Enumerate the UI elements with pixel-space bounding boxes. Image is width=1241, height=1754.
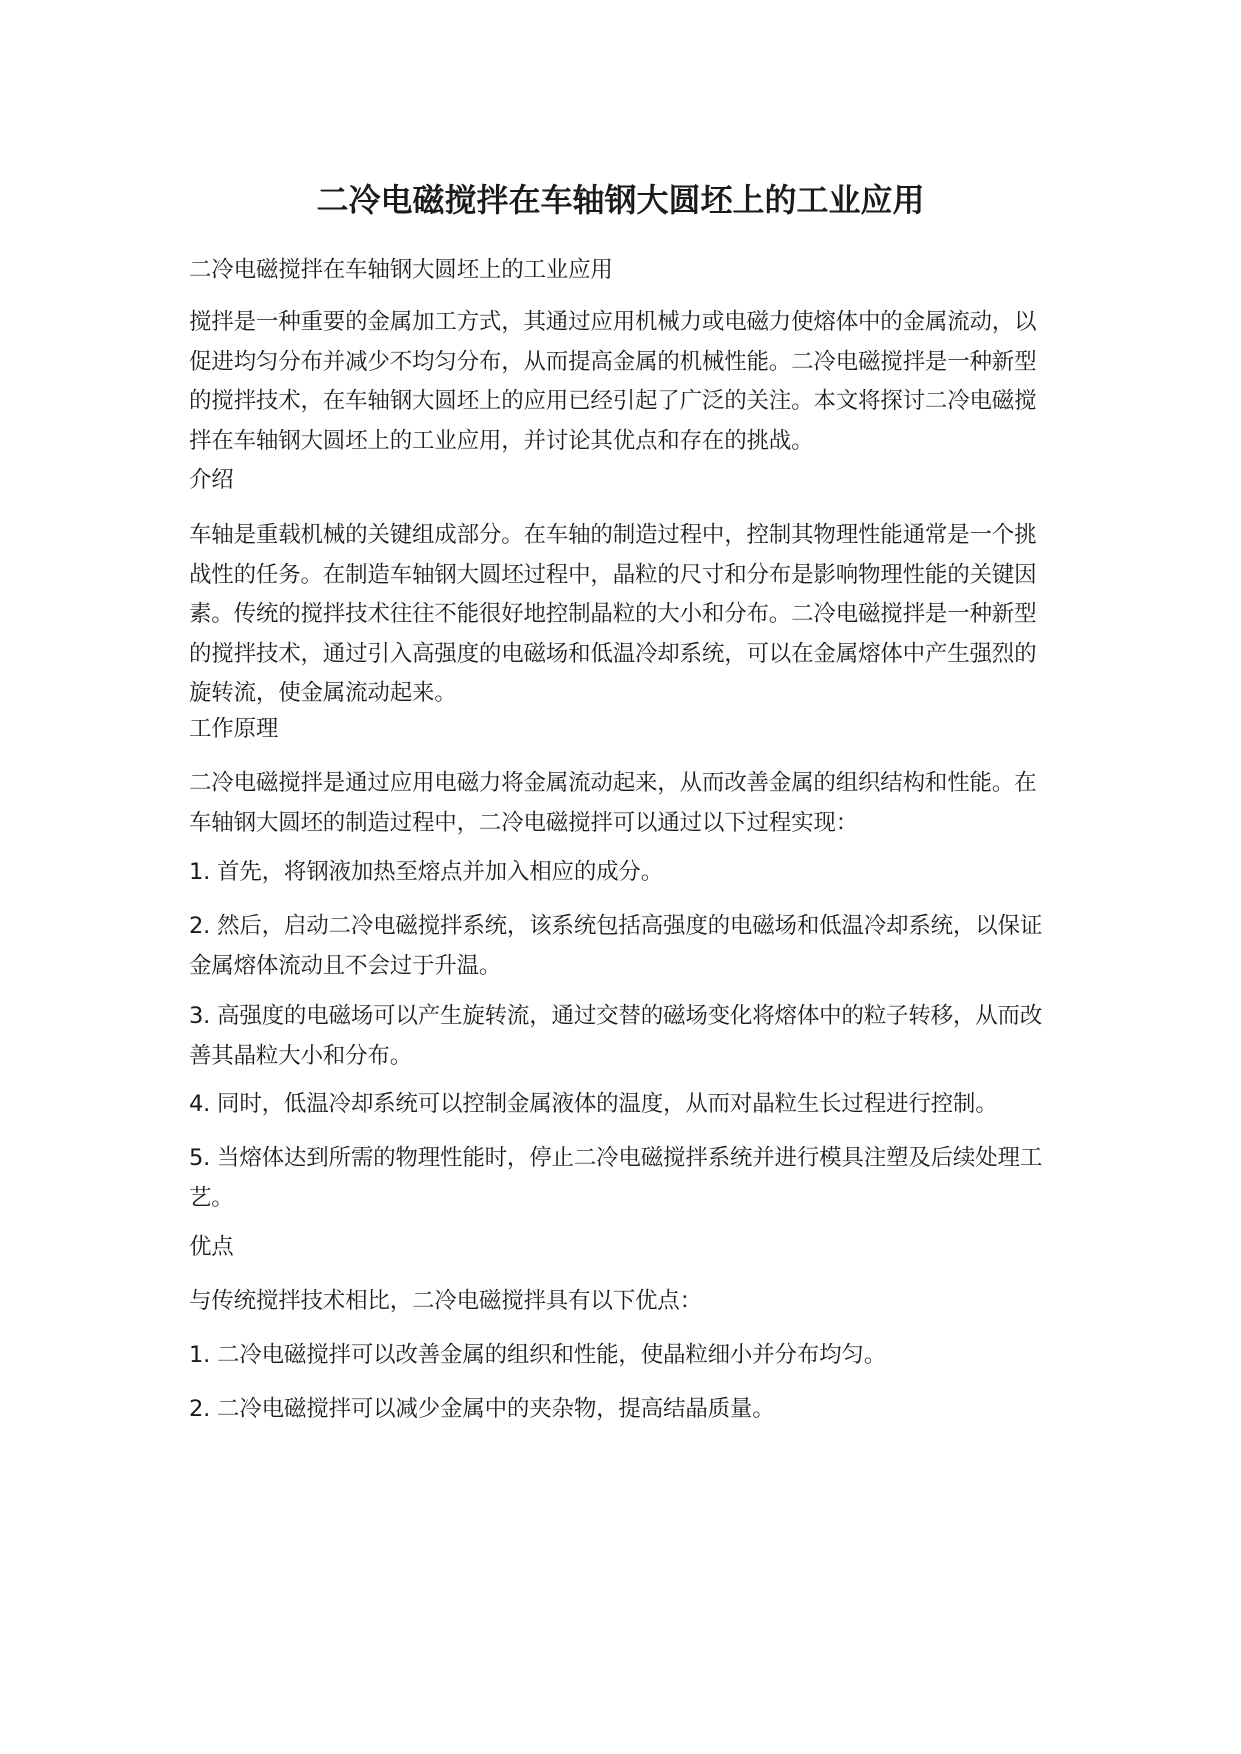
subtitle-paragraph: 二冷电磁搅拌在车轴钢大圆坯上的工业应用 — [189, 257, 613, 283]
advantages-paragraph: 与传统搅拌技术相比，二冷电磁搅拌具有以下优点： — [189, 1288, 702, 1314]
list-item: 2. 然后，启动二冷电磁搅拌系统，该系统包括高强度的电磁场和低温冷却系统，以保证金属熔体流动且不会过于升温。 — [189, 913, 1043, 979]
list-item: 1. 二冷电磁搅拌可以改善金属的组织和性能，使晶粒细小并分布均匀。 — [189, 1342, 887, 1368]
list-item: 5. 当熔体达到所需的物理性能时，停止二冷电磁搅拌系统并进行模具注塑及后续处理工艺。 — [189, 1145, 1043, 1211]
list-item: 4. 同时，低温冷却系统可以控制金属液体的温度，从而对晶粒生长过程进行控制。 — [189, 1091, 998, 1117]
section-heading-introduction: 介绍 — [189, 467, 234, 493]
list-item: 1. 首先，将钢液加热至熔点并加入相应的成分。 — [189, 859, 664, 885]
principle-paragraph: 二冷电磁搅拌是通过应用电磁力将金属流动起来，从而改善金属的组织结构和性能。在车轴钢大圆坯的制造过程中，二冷电磁搅拌可以通过以下过程实现： — [189, 770, 1037, 836]
intro-paragraph: 搅拌是一种重要的金属加工方式，其通过应用机械力或电磁力使熔体中的金属流动，以促进均匀分布并减少不均匀分布，从而提高金属的机械性能。二冷电磁搅拌是一种新型的搅拌技术，在车轴钢大圆坯上的应用已经引起了广泛的关注。本文将探讨二冷电磁搅拌在车轴钢大圆坯上的工业应用，并讨论其优点和存在的挑战。 — [189, 309, 1037, 454]
list-item: 3. 高强度的电磁场可以产生旋转流，通过交替的磁场变化将熔体中的粒子转移，从而改善其晶粒大小和分布。 — [189, 1003, 1043, 1069]
section-heading-advantages: 优点 — [189, 1234, 234, 1260]
introduction-paragraph: 车轴是重载机械的关键组成部分。在车轴的制造过程中，控制其物理性能通常是一个挑战性的任务。在制造车轴钢大圆坯过程中，晶粒的尺寸和分布是影响物理性能的关键因素。传统的搅拌技术往往不能很好地控制晶粒的大小和分布。二冷电磁搅拌是一种新型的搅拌技术，通过引入高强度的电磁场和低温冷却系统，可以在金属熔体中产生强烈的旋转流，使金属流动起来。 — [189, 522, 1037, 706]
section-heading-principle: 工作原理 — [189, 716, 279, 742]
list-item: 2. 二冷电磁搅拌可以减少金属中的夹杂物，提高结晶质量。 — [189, 1396, 775, 1422]
document-title: 二冷电磁搅拌在车轴钢大圆坯上的工业应用 — [316, 181, 925, 219]
